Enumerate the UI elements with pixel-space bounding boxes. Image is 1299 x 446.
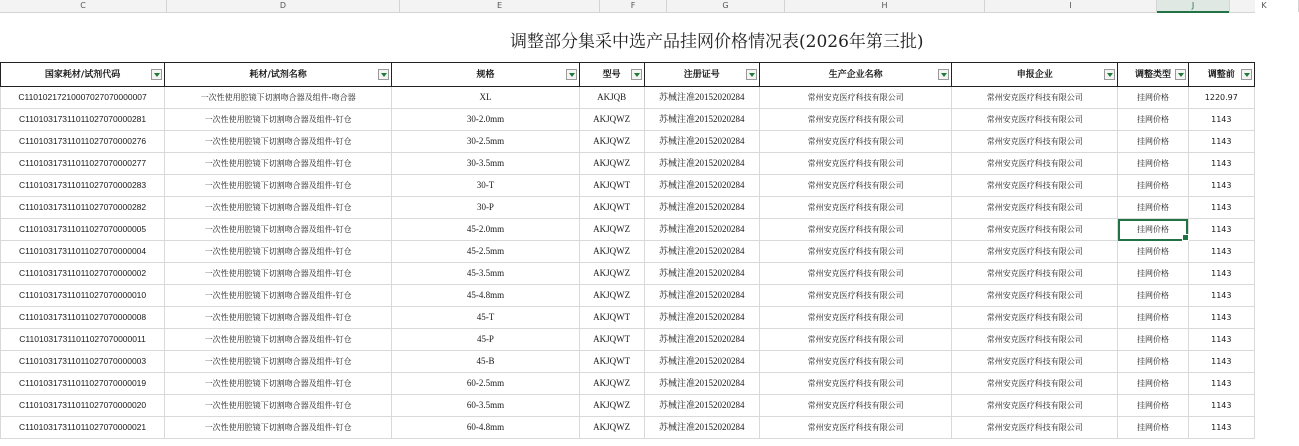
table-row (1, 373, 1255, 395)
table-cell[interactable]: 挂网价格 (1118, 395, 1188, 417)
table-cell[interactable]: 常州安克医疗科技有限公司 (760, 329, 952, 351)
table-cell[interactable]: 挂网价格 (1118, 285, 1188, 307)
table-cell[interactable]: C11010317311011027070000011 (1, 329, 165, 351)
table-cell[interactable]: 常州安克医疗科技有限公司 (760, 263, 952, 285)
table-cell[interactable]: 常州安克医疗科技有限公司 (760, 175, 952, 197)
table-cell[interactable]: 常州安克医疗科技有限公司 (952, 153, 1118, 175)
table-cell[interactable]: 60-3.5mm (392, 395, 580, 417)
table-cell[interactable]: 常州安克医疗科技有限公司 (952, 373, 1118, 395)
table-cell[interactable]: 一次性使用腔镜下切割吻合器及组件-钉仓 (165, 109, 392, 131)
table-cell[interactable]: 一次性使用腔镜下切割吻合器及组件-钉仓 (165, 373, 392, 395)
table-cell[interactable]: 常州安克医疗科技有限公司 (760, 87, 952, 109)
table-cell[interactable]: 1143 (1188, 417, 1254, 439)
table-cell[interactable]: 一次性使用腔镜下切割吻合器及组件-钉仓 (165, 175, 392, 197)
table-cell[interactable]: 一次性使用腔镜下切割吻合器及组件-钉仓 (165, 417, 392, 439)
table-cell[interactable]: C11010317311011027070000003 (1, 351, 165, 373)
table-cell[interactable]: 1143 (1188, 131, 1254, 153)
title-row[interactable] (0, 25, 1255, 63)
table-cell[interactable]: 1220.97 (1188, 87, 1254, 109)
table-cell[interactable]: 常州安克医疗科技有限公司 (952, 307, 1118, 329)
table-cell[interactable]: AKJQB (579, 87, 644, 109)
table-cell[interactable]: 挂网价格 (1118, 241, 1188, 263)
table-cell[interactable]: 挂网价格 (1118, 307, 1188, 329)
table-row (1, 395, 1255, 417)
table-cell[interactable]: 1143 (1188, 109, 1254, 131)
filter-dropdown-icon[interactable] (378, 69, 389, 80)
table-cell[interactable]: 苏械注准20152020284 (644, 395, 760, 417)
table-cell[interactable]: 30-2.5mm (392, 131, 580, 153)
table-cell[interactable]: C11010317311011027070000283 (1, 175, 165, 197)
filter-dropdown-icon[interactable] (938, 69, 949, 80)
table-cell[interactable]: 常州安克医疗科技有限公司 (952, 109, 1118, 131)
column-letter-e[interactable]: E (400, 0, 600, 12)
table-cell[interactable]: 挂网价格 (1118, 153, 1188, 175)
table-row (1, 285, 1255, 307)
table-cell[interactable]: 1143 (1188, 373, 1254, 395)
table-cell[interactable]: 一次性使用腔镜下切割吻合器及组件-钉仓 (165, 351, 392, 373)
table-cell[interactable]: 挂网价格 (1118, 197, 1188, 219)
column-header[interactable] (392, 63, 580, 87)
table-cell[interactable]: 常州安克医疗科技有限公司 (952, 285, 1118, 307)
table-cell[interactable]: 一次性使用腔镜下切割吻合器及组件-钉仓 (165, 263, 392, 285)
table-cell[interactable]: 挂网价格 (1118, 109, 1188, 131)
table-cell[interactable]: 常州安克医疗科技有限公司 (952, 395, 1118, 417)
column-letter-c[interactable]: C (0, 0, 167, 12)
table-row (1, 329, 1255, 351)
table-cell[interactable]: AKJQWZ (579, 241, 644, 263)
table-cell[interactable]: 苏械注准20152020284 (644, 109, 760, 131)
table-cell[interactable]: 一次性使用腔镜下切割吻合器及组件-钉仓 (165, 329, 392, 351)
table-cell[interactable]: AKJQWZ (579, 395, 644, 417)
table-cell[interactable]: C11010317311011027070000004 (1, 241, 165, 263)
column-header-label: 调整类型 (1135, 69, 1172, 80)
table-cell[interactable]: 常州安克医疗科技有限公司 (952, 175, 1118, 197)
table-cell[interactable]: 常州安克医疗科技有限公司 (952, 197, 1118, 219)
table-cell[interactable]: 挂网价格 (1118, 175, 1188, 197)
table-cell[interactable]: 常州安克医疗科技有限公司 (952, 329, 1118, 351)
table-cell[interactable]: 常州安克医疗科技有限公司 (760, 131, 952, 153)
table-row (1, 87, 1255, 109)
table-cell[interactable]: AKJQWZ (579, 109, 644, 131)
table-cell[interactable]: 苏械注准20152020284 (644, 87, 760, 109)
filter-dropdown-icon[interactable] (631, 69, 642, 80)
table-cell[interactable]: 苏械注准20152020284 (644, 329, 760, 351)
table-cell[interactable]: AKJQWZ (579, 417, 644, 439)
column-header[interactable] (760, 63, 952, 87)
column-header-label: 调整前 (1207, 69, 1235, 80)
table-cell[interactable]: 60-4.8mm (392, 417, 580, 439)
table-cell[interactable]: C11010317311011027070000281 (1, 109, 165, 131)
table-cell[interactable]: 挂网价格 (1118, 329, 1188, 351)
table-cell[interactable]: 1143 (1188, 263, 1254, 285)
table-cell[interactable]: 挂网价格 (1118, 87, 1188, 109)
table-cell[interactable]: 30-P (392, 197, 580, 219)
spreadsheet-table (0, 62, 1255, 439)
column-header[interactable] (165, 63, 392, 87)
column-letter-j[interactable]: J (1157, 0, 1230, 12)
table-cell[interactable]: 常州安克医疗科技有限公司 (760, 417, 952, 439)
table-cell[interactable]: 45-B (392, 351, 580, 373)
table-cell[interactable]: C11010317311011027070000276 (1, 131, 165, 153)
sheet-title: 调整部分集采中选产品挂网价格情况表(2026年第三批) (510, 32, 924, 52)
table-cell[interactable]: 一次性使用腔镜下切割吻合器及组件-钉仓 (165, 131, 392, 153)
table-cell[interactable]: 30-T (392, 175, 580, 197)
table-cell[interactable]: 1143 (1188, 219, 1254, 241)
column-letter-g[interactable]: G (667, 0, 785, 12)
table-cell[interactable]: 60-2.5mm (392, 373, 580, 395)
table-cell[interactable]: 常州安克医疗科技有限公司 (760, 109, 952, 131)
table-cell[interactable]: 30-2.0mm (392, 109, 580, 131)
column-header[interactable] (644, 63, 760, 87)
table-cell[interactable]: AKJQWZ (579, 285, 644, 307)
table-cell[interactable]: 挂网价格 (1118, 417, 1188, 439)
table-cell[interactable]: 常州安克医疗科技有限公司 (760, 373, 952, 395)
table-cell[interactable]: 常州安克医疗科技有限公司 (952, 351, 1118, 373)
column-header-label: 规格 (476, 69, 495, 80)
table-cell[interactable]: C11010317311011027070000020 (1, 395, 165, 417)
column-header[interactable] (952, 63, 1118, 87)
table-cell[interactable]: 苏械注准20152020284 (644, 131, 760, 153)
column-letter-f[interactable]: F (600, 0, 667, 12)
table-cell[interactable]: 苏械注准20152020284 (644, 219, 760, 241)
table-cell[interactable]: 一次性使用腔镜下切割吻合器及组件-钉仓 (165, 153, 392, 175)
table-cell[interactable]: 1143 (1188, 307, 1254, 329)
table-row (1, 307, 1255, 329)
filter-dropdown-icon[interactable] (151, 69, 162, 80)
table-cell[interactable]: 苏械注准20152020284 (644, 263, 760, 285)
table-cell[interactable]: 常州安克医疗科技有限公司 (760, 351, 952, 373)
table-row (1, 263, 1255, 285)
table-cell[interactable]: 常州安克医疗科技有限公司 (760, 307, 952, 329)
table-cell[interactable]: 45-3.5mm (392, 263, 580, 285)
column-header-label: 型号 (602, 69, 621, 80)
table-cell[interactable]: C11010317311011027070000008 (1, 307, 165, 329)
table-row (1, 351, 1255, 373)
table-cell[interactable]: 常州安克医疗科技有限公司 (760, 153, 952, 175)
table-cell[interactable]: 常州安克医疗科技有限公司 (952, 241, 1118, 263)
table-cell[interactable]: 一次性使用腔镜下切割吻合器及组件-钉仓 (165, 197, 392, 219)
table-cell[interactable]: 常州安克医疗科技有限公司 (952, 263, 1118, 285)
column-header-label: 生产企业名称 (828, 69, 883, 80)
table-cell[interactable]: 挂网价格 (1118, 131, 1188, 153)
table-row (1, 109, 1255, 131)
column-header-bar (0, 0, 1267, 13)
table-cell[interactable]: 苏械注准20152020284 (644, 153, 760, 175)
table-cell[interactable]: 1143 (1188, 351, 1254, 373)
table-cell[interactable]: 1143 (1188, 175, 1254, 197)
table-cell[interactable]: AKJQWT (579, 307, 644, 329)
table-cell[interactable]: 一次性使用腔镜下切割吻合器及组件-吻合器 (165, 87, 392, 109)
column-header-label: 国家耗材/试剂代码 (44, 69, 121, 80)
table-cell[interactable]: 45-4.8mm (392, 285, 580, 307)
table-cell[interactable]: C11010317311011027070000019 (1, 373, 165, 395)
table-cell[interactable]: AKJQWT (579, 329, 644, 351)
table-cell[interactable]: C11010317311011027070000277 (1, 153, 165, 175)
selected-cell[interactable]: 挂网价格 (1118, 219, 1188, 241)
table-cell[interactable]: 挂网价格 (1118, 351, 1188, 373)
table-cell[interactable]: 常州安克医疗科技有限公司 (760, 241, 952, 263)
table-cell[interactable]: 挂网价格 (1118, 263, 1188, 285)
table-cell[interactable]: 一次性使用腔镜下切割吻合器及组件-钉仓 (165, 241, 392, 263)
table-cell[interactable]: 苏械注准20152020284 (644, 417, 760, 439)
column-header[interactable] (1, 63, 165, 87)
table-cell[interactable]: 45-2.0mm (392, 219, 580, 241)
table-cell[interactable]: 一次性使用腔镜下切割吻合器及组件-钉仓 (165, 307, 392, 329)
table-cell[interactable]: 常州安克医疗科技有限公司 (760, 197, 952, 219)
table-row (1, 131, 1255, 153)
table-row (1, 153, 1255, 175)
table-cell[interactable]: 45-T (392, 307, 580, 329)
table-cell[interactable]: 常州安克医疗科技有限公司 (952, 417, 1118, 439)
header-row (1, 63, 1255, 87)
table-cell[interactable]: C11010317311011027070000005 (1, 219, 165, 241)
table-cell[interactable]: AKJQWT (579, 175, 644, 197)
table-cell[interactable]: 苏械注准20152020284 (644, 175, 760, 197)
table-cell[interactable]: 苏械注准20152020284 (644, 285, 760, 307)
table-cell[interactable]: 1143 (1188, 241, 1254, 263)
table-cell[interactable]: 30-3.5mm (392, 153, 580, 175)
filter-dropdown-icon[interactable] (1175, 69, 1186, 80)
filter-dropdown-icon[interactable] (1104, 69, 1115, 80)
filter-dropdown-icon[interactable] (566, 69, 577, 80)
column-letter-i[interactable]: I (985, 0, 1157, 12)
table-cell[interactable]: AKJQWZ (579, 153, 644, 175)
table-cell[interactable]: C11010317311011027070000002 (1, 263, 165, 285)
table-cell[interactable]: AKJQWZ (579, 219, 644, 241)
table-cell[interactable]: 1143 (1188, 395, 1254, 417)
column-header[interactable] (579, 63, 644, 87)
table-cell[interactable]: 常州安克医疗科技有限公司 (760, 395, 952, 417)
table-cell[interactable]: 常州安克医疗科技有限公司 (952, 87, 1118, 109)
table-cell[interactable]: AKJQWZ (579, 373, 644, 395)
table-row (1, 219, 1255, 241)
table-cell[interactable]: 一次性使用腔镜下切割吻合器及组件-钉仓 (165, 285, 392, 307)
table-cell[interactable]: 苏械注准20152020284 (644, 373, 760, 395)
table-row (1, 175, 1255, 197)
table-cell[interactable]: 苏械注准20152020284 (644, 241, 760, 263)
table-cell[interactable]: 1143 (1188, 197, 1254, 219)
table-cell[interactable]: C11010317311011027070000021 (1, 417, 165, 439)
column-header-label: 注册证号 (683, 69, 720, 80)
table-cell[interactable]: 挂网价格 (1118, 373, 1188, 395)
table-cell[interactable]: 常州安克医疗科技有限公司 (952, 219, 1118, 241)
column-letter-h[interactable]: H (785, 0, 985, 12)
column-header-label: 申报企业 (1016, 69, 1053, 80)
table-cell[interactable]: AKJQWT (579, 351, 644, 373)
table-cell[interactable]: 苏械注准20152020284 (644, 197, 760, 219)
table-cell[interactable]: 苏械注准20152020284 (644, 351, 760, 373)
table-cell[interactable]: 常州安克医疗科技有限公司 (952, 131, 1118, 153)
table-cell[interactable]: 常州安克医疗科技有限公司 (760, 219, 952, 241)
table-cell[interactable]: C11010317311011027070000010 (1, 285, 165, 307)
column-header[interactable] (1118, 63, 1188, 87)
table-cell[interactable]: 1143 (1188, 285, 1254, 307)
table-cell[interactable]: 一次性使用腔镜下切割吻合器及组件-钉仓 (165, 219, 392, 241)
table-cell[interactable]: 1143 (1188, 153, 1254, 175)
table-row (1, 417, 1255, 439)
table-row (1, 197, 1255, 219)
table-cell[interactable]: 45-2.5mm (392, 241, 580, 263)
table-cell[interactable]: 常州安克医疗科技有限公司 (760, 285, 952, 307)
table-cell[interactable]: 一次性使用腔镜下切割吻合器及组件-钉仓 (165, 395, 392, 417)
table-cell[interactable]: AKJQWT (579, 197, 644, 219)
table-cell[interactable]: AKJQWZ (579, 131, 644, 153)
table-cell[interactable]: XL (392, 87, 580, 109)
table-cell[interactable]: 苏械注准20152020284 (644, 307, 760, 329)
filter-dropdown-icon[interactable] (1241, 69, 1252, 80)
table-row (1, 241, 1255, 263)
column-header-label: 耗材/试剂名称 (249, 69, 307, 80)
filter-dropdown-icon[interactable] (746, 69, 757, 80)
table-cell[interactable]: C11010317311011027070000282 (1, 197, 165, 219)
table-cell[interactable]: 45-P (392, 329, 580, 351)
table-cell[interactable]: AKJQWZ (579, 263, 644, 285)
column-letter-k[interactable]: K (1230, 0, 1299, 12)
table-cell[interactable]: 1143 (1188, 329, 1254, 351)
column-header[interactable] (1188, 63, 1254, 87)
column-letter-d[interactable]: D (167, 0, 400, 12)
table-cell[interactable]: C11010217210007027070000007 (1, 87, 165, 109)
